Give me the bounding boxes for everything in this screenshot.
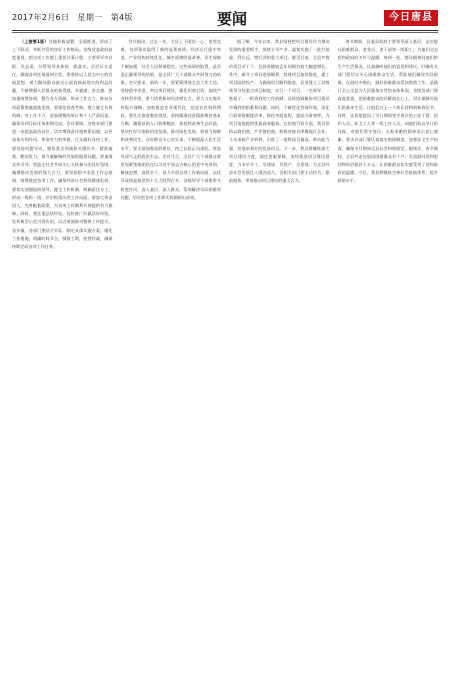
text-column-1 [12,38,113,690]
issue-date: 2017年2月6日 星期一 第4版 [12,13,133,22]
paragraph [12,38,113,251]
paragraph: 据了解，今年以来，我县坚持把项目建设作为推动发展的重要抓手，围绕主导产业，谋划实施了一批打基础、利长远、增后劲的重大项目。截至目前，全县共签约项目若干个，总投资额较去年同期有较大幅度增长。其中，新开工项目进展顺利，续建项目加快推进，竣工项目陆续投产。为确保项目顺利推进，县里建立了县级领导分包重点项目制度，实行一个项目、一名领导、一套班子、一抓到底的工作机制，及时协调解决项目建设中遇到的困难和问题。同时，不断优化营商环境，深化行政审批制度改革，简化审批流程，提高办事效率，为项目落地提供优质高效服务。在招商引资方面，我县坚持以商招商、产业链招商，积极对接京津冀地区企业，主动承接产业转移，引进了一批科技含量高、带动能力强、发展前景好的优质项目。下一步，我县将继续加大项目建设力度，强化要素保障，加快推进项目建设进度，力争早开工、早建成、早投产、早见效，为全县经济社会发展注入强劲动力。各相关部门要主动作为，靠前服务，形成推动项目建设的强大合力。 [229,39,330,184]
text-column-2 [121,38,222,690]
newspaper-logo: 今日唐县 [384,10,438,26]
section-title: 要闻 [217,10,248,28]
header-rule [12,30,438,31]
header-rule-thin [12,32,438,33]
paragraph: 春节期间，县委县政府主要领导深入基层，走访慰问困难群众、老党员、老干部和一线职工，为他们送去党和政府的关怀与温暖。每到一处，都详细询问他们的生产生活情况，认真倾听他们的意见和建议，叮嘱有关部门要切实关心困难群众生活，帮助他们解决实际困难。在慰问中指出，做好困难群众帮扶救助工作，是践行全心全意为人民服务宗旨的具体体现。各级各部门要高度重视，把困难群众的冷暖放在心上，切实保障好他们的基本生活，让他们过上一个欢乐祥和的新春佳节。同时，还看望慰问了节日期间坚守岗位的公安干警、医护人员、环卫工人等一线工作人员，向他们致以节日的问候，对他们坚守岗位、无私奉献的精神表示衷心感谢。要求各部门要认真落实值班制度，加强安全生产检查，确保节日期间全县社会和谐稳定。据统计，春节期间，全县共走访慰问困难群众若干户，发放慰问金和慰问物资价值若干万元，让困难群众切实感受到了党和政府的温暖。今后，我县将继续完善社会救助体系，提升救助水平。 [337,39,438,184]
lead-text: （上接第1版） [20,39,49,44]
page-header [12,8,438,28]
article-columns [12,38,438,690]
paragraph: 会议指出，过去一年，全县上下团结一心、攻坚克难，各项事业取得了新的显著成绩。经济运行稳中有进，产业结构持续优化，城乡面貌明显改善，民生保障不断加强，社会大局和谐稳定。这些成绩的取得，是县委正确领导的结果，是全县广大干部群众共同努力的结果。会议要求，新的一年，要紧紧围绕全县工作大局，坚持稳中求进，突出项目建设，强化招商引资，加快产业转型升级，着力培育新的经济增长点。要大力实施乡村振兴战略，加快推进农业现代化，促进农民持续增收。要扎实推进脱贫攻坚，坚持精准扶贫精准脱贫基本方略，确保贫困人口如期脱贫。要持续改善生态环境，坚决打好污染防治攻坚战，推动绿色发展。要着力保障和改善民生，办好群众关心的实事，不断提高人民生活水平。要全面加强党的建设，持之以恒正风肃纪，营造风清气正的政治生态。会议号召，全县广大干部群众要更加紧密地团结在以习近平同志为核心的党中央周围，解放思想，真抓实干，奋力开创各项工作新局面，以优异成绩迎接党的十九大胜利召开。各级领导干部要带头转变作风，深入基层，深入群众，帮助解决实际困难和问题，切实把各项工作抓实抓细抓出成效。 [120,39,221,200]
body-text: 各地积极部署，全面推进，形成了上下联动、齐抓共管的良好工作格局。各级党委政府高度重视，把这项工作摆上重要议事日程，主要领导亲自抓、负总责，分管领导具体抓、抓落实，层层压实责任，确保各项任务落到实处。要坚持以人民为中心的发展思想，着力解决群众最关心最直接最现实的利益问题，不断增强人民群众的获得感、幸福感、安全感。要加强统筹协调，整合各方资源，形成工作合力，推动各项政策措施落地见效。要强化督查考核，建立健全长效机制，对工作不力、进展缓慢的单位和个人严肃问责，确保各项目标任务如期完成。会议强调，各级各部门要进一步提高政治站位，切实增强责任感和紧迫感，以更加务实的作风、更加有力的举措，扎实做好各项工作。要坚持问题导向，聚焦重点领域和关键环节，精准施策，靶向发力，着力破解制约发展的瓶颈问题。要加强宣传引导，营造全社会共同关心支持参与的良好氛围，凝聚推动发展的强大合力。要坚持稳中求进工作总基调，统筹推进各项工作，确保经济社会持续健康发展。要切实加强组织领导，健全工作机制，明确责任分工，形成一级抓一级、层层抓落实的工作局面。要加大资金投入，完善配套政策，为各项工作顺利开展提供有力保障。同时，要注重总结经验，及时推广好做法好经验，发挥典型示范引领作用，以点带面推动整体工作提升。各乡镇、各部门要结合实际，制定具体实施方案，细化工作措施，明确时间节点，倒排工期，挂图作战，确保按期完成各项工作任务。 [12,39,113,250]
text-column-3 [229,38,330,690]
text-column-4 [338,38,439,690]
